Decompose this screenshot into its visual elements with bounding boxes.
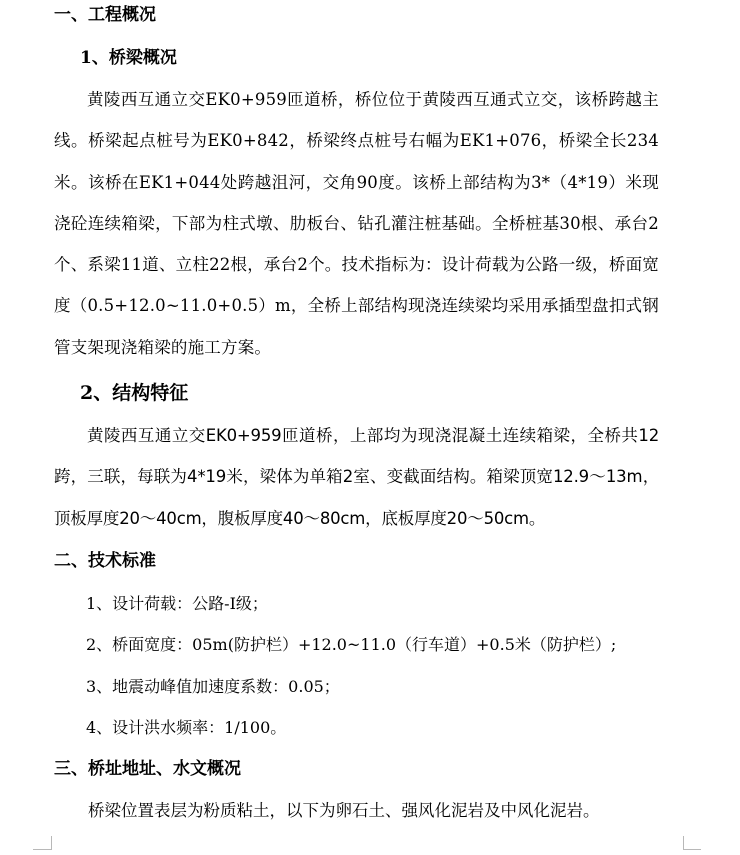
section1-sub1-paragraph: 黄陵西互通立交EK0+959匝道桥，桥位位于黄陵西互通式立交，该桥跨越主线。桥梁起点桩号为EK0+842，桥梁终点桩号右幅为EK1+076，桥梁全长234米。该桥在EK1+044处跨越沮河，交角90度。该桥上部结构为3*（4*19）米现浇砼连续箱梁，下部为柱式墩、肋板台、钻孔灌注桩基础。全桥桩基30根、承台2个、系梁11道、立柱22根，承台2个。技术指标为：设计荷载为公路一级，桥面宽度（0.5+12.0~11.0+0.5）m，全桥上部结构现浇连续梁均采用承插型盘扣式钢管支架现浇箱梁的施工方案。 [54, 90, 659, 357]
tech-standard-item-1: 1、设计荷载：公路-I级； [86, 594, 268, 613]
tech-standard-item-2: 2、桥面宽度：05m(防护栏）+12.0~11.0（行车道）+0.5米（防护栏）; [86, 635, 617, 654]
section1-sub1-heading: 1、桥梁概况 [80, 48, 177, 68]
margin-corner-mark-right [683, 836, 702, 850]
section3-heading: 三、桥址地址、水文概况 [54, 759, 241, 779]
margin-corner-mark-right-horizontal [683, 849, 701, 850]
section1-heading: 一、工程概况 [54, 5, 156, 25]
margin-corner-mark-left-horizontal [33, 849, 51, 850]
section3-paragraph: 桥梁位置表层为粉质粘土，以下为卵石土、强风化泥岩及中风化泥岩。 [88, 801, 600, 820]
section1-sub2-paragraph: 黄陵西互通立交EK0+959匝道桥，上部均为现浇混凝土连续箱梁，全桥共12跨，三联，每联为4*19米，梁体为单箱2室、变截面结构。箱梁顶宽12.9～13m，顶板厚度20～40cm，腹板厚度40～80cm，底板厚度20～50cm。 [54, 426, 659, 528]
tech-standard-item-4: 4、设计洪水频率：1/100。 [86, 718, 287, 737]
margin-corner-mark-left [33, 836, 52, 850]
tech-standard-item-3: 3、地震动峰值加速度系数：0.05； [86, 677, 340, 696]
section2-heading: 二、技术标准 [54, 551, 156, 571]
section1-sub2-heading: 2、结构特征 [80, 382, 189, 404]
